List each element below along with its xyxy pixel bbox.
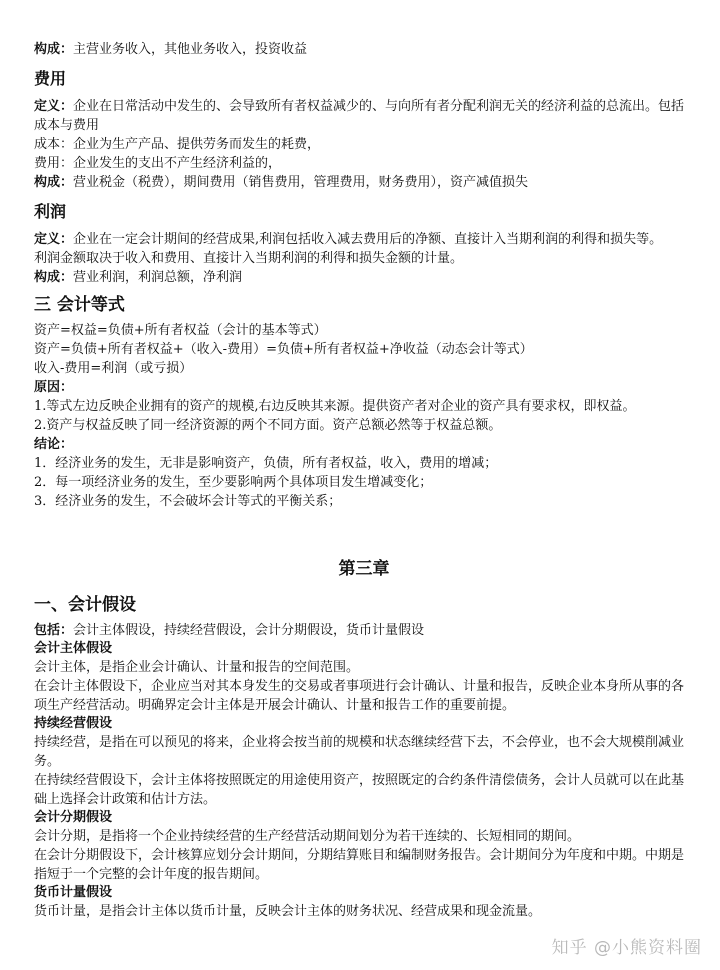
conclusion-2: 2．每一项经济业务的发生，至少要影响两个具体项目发生增减变化；: [34, 475, 433, 490]
reason-2: 2.资产与权益反映了同一经济资源的两个不同方面。资产总额必然等于权益总额。: [34, 418, 502, 433]
conclusion-3: 3．经济业务的发生，不会破坏会计等式的平衡关系；: [34, 494, 342, 509]
entity-p1: 会计主体，是指企业会计确认、计量和报告的空间范围。: [34, 660, 360, 675]
going-concern-p2: 在持续经营假设下，会计主体将按照既定的用途使用资产，按照既定的合约条件清偿债务，会计人员就可以在此基础上选择会计政策和估计方法。: [34, 773, 685, 807]
text: 企业在日常活动中发生的、会导致所有者权益减少的、与向所有者分配利润无关的经济利益的总流出。包括成本与费用: [34, 99, 685, 133]
label: 包括：: [34, 623, 74, 638]
expense-composition: [34, 173, 694, 192]
heading-going-concern: 持续经营假设: [34, 716, 113, 731]
going-concern-p1: 持续经营，是指在可以预见的将来，企业将会按当前的规模和状态继续经营下去，不会停业，也不会大规模削减业务。: [34, 735, 685, 769]
label: 构成：: [34, 270, 74, 285]
document-page: [34, 40, 694, 921]
heading-accounting-assumptions: 一、会计假设: [34, 595, 136, 615]
expense-cost: 成本：企业为生产产品、提供劳务而发生的耗费，: [34, 137, 321, 152]
reason-label: 原因：: [34, 380, 74, 395]
assumptions-includes: [34, 621, 694, 640]
entity-p2: 在会计主体假设下，企业应当对其本身发生的交易或者事项进行会计确认、计量和报告，反映企业本身所从事的各项生产经营活动。明确界定会计主体是开展会计确认、计量和报告工作的重要前提。: [34, 679, 685, 713]
label: 定义：: [34, 232, 74, 247]
text: 企业在一定会计期间的经营成果,利润包括收入减去费用后的净额、直接计入当期利润的利得和损失等。: [73, 232, 663, 247]
text: 主营业务收入，其他业务收入，投资收益: [73, 42, 308, 57]
profit-definition: [34, 230, 694, 249]
expense-fee: 费用：企业发生的支出不产生经济利益的，: [34, 156, 282, 171]
period-p1: 会计分期，是指将一个企业持续经营的生产经营活动期间划分为若干连续的、长短相同的期间。: [34, 829, 581, 844]
period-p2: 在会计分期假设下，会计核算应划分会计期间，分期结算账目和编制财务报告。会计期间分为年度和中期。中期是指短于一个完整的会计年度的报告期间。: [34, 848, 685, 882]
profit-composition: [34, 268, 694, 287]
chapter-title: 第三章: [338, 559, 390, 579]
equation-profit: 收入-费用=利润（或亏损）: [34, 361, 193, 376]
revenue-composition: [34, 40, 694, 59]
text: 营业税金（税费），期间费用（销售费用，管理费用，财务费用），资产减值损失: [73, 175, 529, 190]
label: 构成：: [34, 175, 74, 190]
heading-monetary-assumption: 货币计量假设: [34, 885, 113, 900]
text: 营业利润，利润总额，净利润: [73, 270, 243, 285]
reason-1: 1.等式左边反映企业拥有的资产的规模,右边反映其来源。提供资产者对企业的资产具有要求权，即权益。: [34, 399, 636, 414]
equation-dynamic: 资产=负债+所有者权益+（收入-费用）=负债+所有者权益+净收益（动态会计等式）: [34, 342, 533, 357]
expense-definition: [34, 97, 694, 135]
heading-entity-assumption: 会计主体假设: [34, 641, 113, 656]
label: 定义：: [34, 99, 74, 114]
heading-profit: 利润: [34, 202, 67, 221]
monetary-p1: 货币计量，是指会计主体以货币计量，反映会计主体的财务状况、经营成果和现金流量。: [34, 904, 542, 919]
watermark: 知乎 @小熊资料圈: [551, 938, 702, 958]
profit-amount: 利润金额取决于收入和费用、直接计入当期利润的利得和损失金额的计量。: [34, 251, 464, 266]
equation-basic: 资产=权益=负债+所有者权益（会计的基本等式）: [34, 323, 327, 338]
conclusion-1: 1．经济业务的发生，无非是影响资产，负债，所有者权益，收入，费用的增减；: [34, 456, 498, 471]
conclusion-label: 结论：: [34, 437, 74, 452]
text: 会计主体假设，持续经营假设，会计分期假设，货币计量假设: [73, 623, 425, 638]
label: 构成：: [34, 42, 74, 57]
heading-period-assumption: 会计分期假设: [34, 810, 113, 825]
heading-expense: 费用: [34, 69, 67, 88]
heading-accounting-equation: 三 会计等式: [34, 295, 125, 315]
